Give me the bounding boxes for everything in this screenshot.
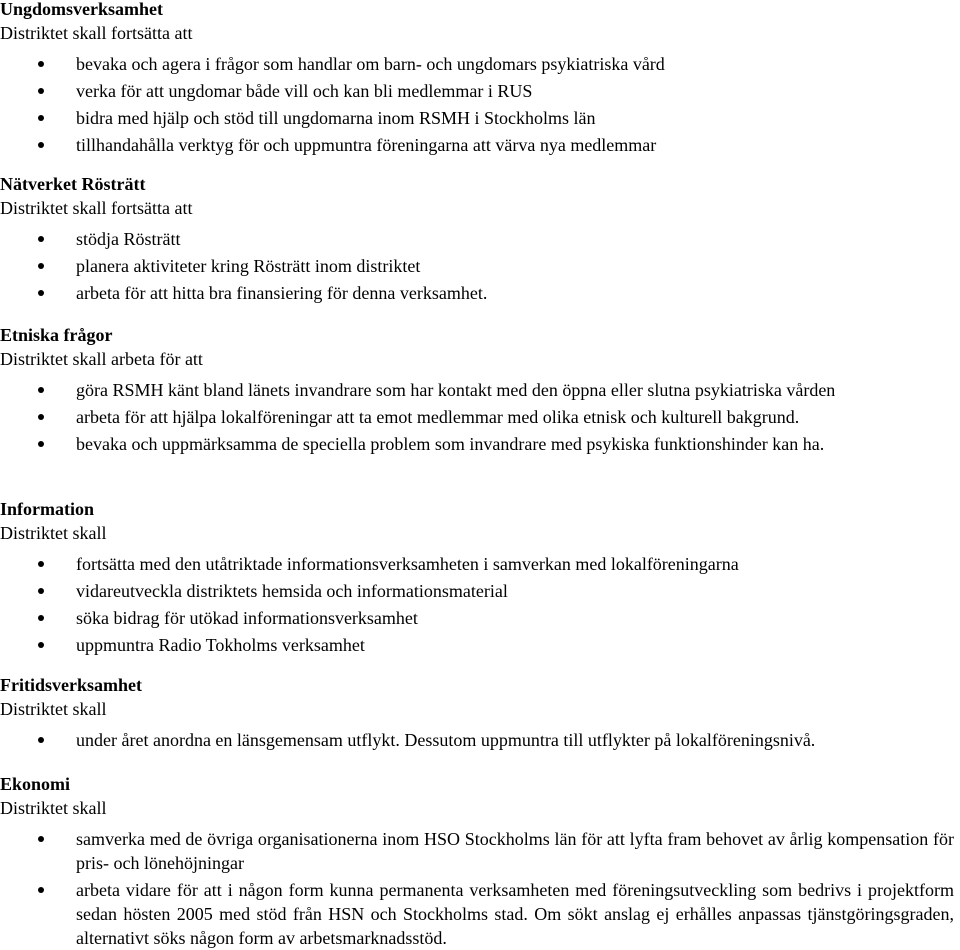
bullet-icon: [38, 88, 44, 94]
list-item: bevaka och agera i frågor som handlar om barn- och ungdomars psykiatriska vård: [0, 52, 960, 76]
list-item: stödja Rösträtt: [0, 227, 960, 251]
section-ekonomi: [0, 772, 960, 950]
list-item: bidra med hjälp och stöd till ungdomarna inom RSMH i Stockholms län: [0, 106, 960, 130]
bullet-icon: [38, 236, 44, 242]
list-item: tillhandahålla verktyg för och uppmuntra föreningarna att värva nya medlemmar: [0, 133, 960, 157]
bullet-icon: [38, 61, 44, 67]
list-item: arbeta vidare för att i någon form kunna permanenta verksamheten med föreningsutveckling som bedrivs i projektform sedan hösten 2005 med stöd från HSN och Stockholms stad. Om sökt anslag ej erhålles anpassas tjänstgöringsgraden, alternativt söks någon form av arbetsmarknadsstöd.: [0, 878, 960, 950]
bullet-list: [0, 827, 960, 950]
section-etniska-fragor: [0, 323, 960, 456]
bullet-icon: [38, 263, 44, 269]
section-heading: Nätverket Rösträtt: [0, 174, 146, 194]
bullet-icon: [38, 115, 44, 121]
bullet-icon: [38, 290, 44, 296]
bullet-list: [0, 227, 960, 305]
section-intro: Distriktet skall: [0, 699, 107, 719]
bullet-list: [0, 378, 960, 456]
bullet-icon: [38, 615, 44, 621]
list-item: under året anordna en länsgemensam utflykt. Dessutom uppmuntra till utflykter på lokalföreningsnivå.: [0, 728, 960, 752]
list-item: göra RSMH känt bland länets invandrare som har kontakt med den öppna eller slutna psykiatriska vården: [0, 378, 960, 402]
bullet-list: [0, 728, 960, 752]
section-intro: Distriktet skall fortsätta att: [0, 23, 193, 43]
bullet-icon: [38, 836, 44, 842]
bullet-icon: [38, 561, 44, 567]
list-item: samverka med de övriga organisationerna inom HSO Stockholms län för att lyfta fram behovet av årlig kompensation för pris- och lönehöjningar: [0, 827, 960, 875]
list-item: uppmuntra Radio Tokholms verksamhet: [0, 633, 960, 657]
list-item: planera aktiviteter kring Rösträtt inom distriktet: [0, 254, 960, 278]
bullet-list: [0, 552, 960, 657]
section-natverket-rostratt: [0, 172, 960, 305]
list-item: bevaka och uppmärksamma de speciella problem som invandrare med psykiska funktionshinder kan ha.: [0, 432, 960, 456]
bullet-icon: [38, 441, 44, 447]
section-fritidsverksamhet: [0, 673, 960, 752]
section-intro: Distriktet skall arbeta för att: [0, 349, 203, 369]
list-item: arbeta för att hjälpa lokalföreningar att ta emot medlemmar med olika etnisk och kulturell bakgrund.: [0, 405, 960, 429]
section-intro: Distriktet skall fortsätta att: [0, 198, 193, 218]
list-item: söka bidrag för utökad informationsverksamhet: [0, 606, 960, 630]
list-item: vidareutveckla distriktets hemsida och informationsmaterial: [0, 579, 960, 603]
bullet-icon: [38, 642, 44, 648]
section-intro: Distriktet skall: [0, 798, 107, 818]
bullet-icon: [38, 588, 44, 594]
bullet-icon: [38, 737, 44, 743]
list-item: fortsätta med den utåtriktade informationsverksamheten i samverkan med lokalföreningarna: [0, 552, 960, 576]
list-item: arbeta för att hitta bra finansiering för denna verksamhet.: [0, 281, 960, 305]
section-heading: Ekonomi: [0, 774, 71, 794]
bullet-list: [0, 52, 960, 157]
bullet-icon: [38, 414, 44, 420]
section-heading: Etniska frågor: [0, 325, 113, 345]
bullet-icon: [38, 387, 44, 393]
bullet-icon: [38, 887, 44, 893]
section-ungdomsverksamhet: [0, 0, 960, 157]
section-heading: Information: [0, 499, 94, 519]
section-information: [0, 497, 960, 657]
bullet-icon: [38, 142, 44, 148]
section-intro: Distriktet skall: [0, 523, 107, 543]
list-item: verka för att ungdomar både vill och kan bli medlemmar i RUS: [0, 79, 960, 103]
section-heading: Fritidsverksamhet: [0, 675, 142, 695]
section-heading: Ungdomsverksamhet: [0, 0, 164, 19]
